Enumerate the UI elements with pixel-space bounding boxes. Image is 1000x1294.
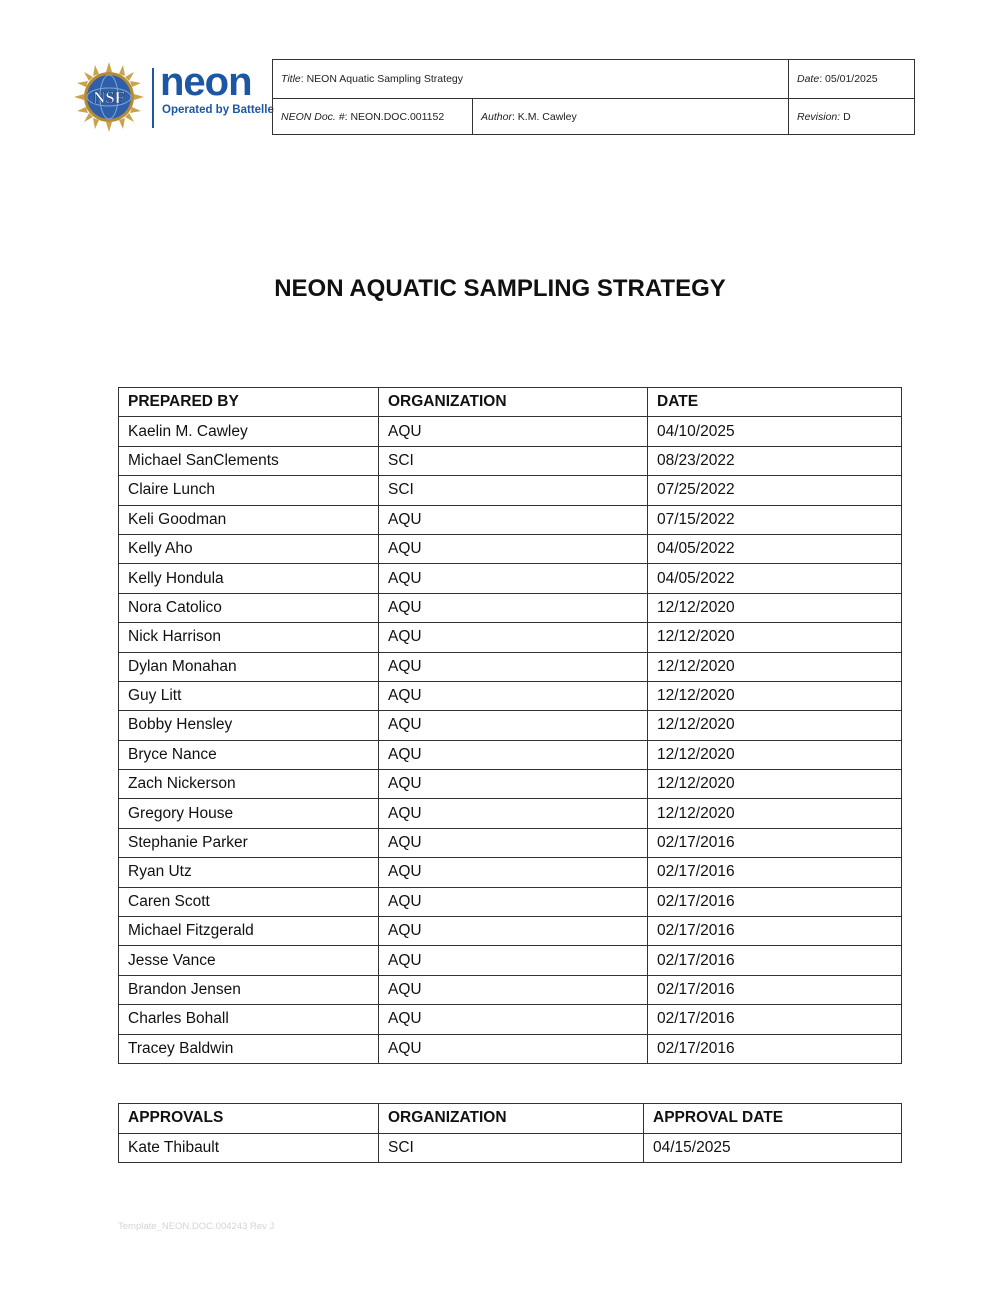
table-row <box>119 770 902 799</box>
cell-name: Kaelin M. Cawley <box>119 417 379 446</box>
table-row <box>119 917 902 946</box>
cell-name: Bobby Hensley <box>119 711 379 740</box>
table-row <box>119 828 902 857</box>
cell-date: 02/17/2016 <box>648 975 902 1004</box>
cell-organization: AQU <box>379 828 648 857</box>
cell-name: Tracey Baldwin <box>119 1034 379 1063</box>
cell-date: 12/12/2020 <box>648 770 902 799</box>
column-header-approvals: APPROVALS <box>119 1104 379 1134</box>
cell-name: Brandon Jensen <box>119 975 379 1004</box>
cell-date: 02/17/2016 <box>648 887 902 916</box>
cell-organization: AQU <box>379 623 648 652</box>
cell-organization: AQU <box>379 917 648 946</box>
cell-date: 12/12/2020 <box>648 593 902 622</box>
header-author-cell <box>473 99 789 135</box>
cell-date: 04/15/2025 <box>644 1133 902 1163</box>
cell-name: Dylan Monahan <box>119 652 379 681</box>
cell-date: 08/23/2022 <box>648 446 902 475</box>
cell-organization: AQU <box>379 417 648 446</box>
svg-text:neon: neon <box>160 62 252 102</box>
cell-date: 02/17/2016 <box>648 858 902 887</box>
cell-organization: SCI <box>379 446 648 475</box>
cell-date: 12/12/2020 <box>648 623 902 652</box>
table-row <box>119 887 902 916</box>
cell-organization: AQU <box>379 887 648 916</box>
header-revision-cell <box>789 99 915 135</box>
cell-organization: SCI <box>379 1133 644 1163</box>
approvals-body <box>119 1133 902 1163</box>
cell-organization: AQU <box>379 681 648 710</box>
cell-date: 02/17/2016 <box>648 946 902 975</box>
cell-date: 07/25/2022 <box>648 476 902 505</box>
header-author-value: : K.M. Cawley <box>511 110 577 123</box>
cell-name: Stephanie Parker <box>119 828 379 857</box>
cell-name: Bryce Nance <box>119 740 379 769</box>
cell-name: Kelly Aho <box>119 534 379 563</box>
document-header-table <box>272 59 915 135</box>
prepared-by-table <box>118 387 902 1064</box>
cell-name: Caren Scott <box>119 887 379 916</box>
table-row <box>119 623 902 652</box>
table-row <box>119 534 902 563</box>
cell-name: Keli Goodman <box>119 505 379 534</box>
table-row <box>119 446 902 475</box>
cell-name: Michael SanClements <box>119 446 379 475</box>
cell-date: 12/12/2020 <box>648 740 902 769</box>
cell-name: Michael Fitzgerald <box>119 917 379 946</box>
table-row <box>119 799 902 828</box>
cell-name: Kelly Hondula <box>119 564 379 593</box>
header-title-label: Title <box>281 73 301 85</box>
cell-name: Nora Catolico <box>119 593 379 622</box>
table-row <box>119 505 902 534</box>
table-row <box>119 564 902 593</box>
table-row <box>119 652 902 681</box>
table-row <box>119 1133 902 1163</box>
table-row <box>119 681 902 710</box>
header-author-label: Author <box>481 110 512 123</box>
cell-name: Kate Thibault <box>119 1133 379 1163</box>
header-date-label: Date <box>797 73 820 85</box>
header-title-value: : NEON Aquatic Sampling Strategy <box>300 73 463 85</box>
table-row <box>119 417 902 446</box>
table-row <box>119 476 902 505</box>
header-revision-label: Revision: <box>797 110 841 123</box>
cell-date: 12/12/2020 <box>648 711 902 740</box>
template-footer: Template_NEON.DOC.004243 Rev J <box>118 1221 275 1232</box>
header-date-cell <box>789 60 915 99</box>
operated-by-battelle: Operated by Battelle <box>162 104 274 116</box>
cell-date: 02/17/2016 <box>648 828 902 857</box>
cell-organization: AQU <box>379 1034 648 1063</box>
svg-text:NSF: NSF <box>92 88 126 107</box>
cell-organization: AQU <box>379 564 648 593</box>
cell-organization: AQU <box>379 505 648 534</box>
cell-name: Guy Litt <box>119 681 379 710</box>
cell-organization: AQU <box>379 799 648 828</box>
cell-organization: AQU <box>379 593 648 622</box>
column-header-organization: ORGANIZATION <box>379 388 648 417</box>
cell-name: Zach Nickerson <box>119 770 379 799</box>
cell-organization: SCI <box>379 476 648 505</box>
cell-name: Jesse Vance <box>119 946 379 975</box>
cell-name: Charles Bohall <box>119 1005 379 1034</box>
cell-organization: AQU <box>379 1005 648 1034</box>
approvals-table <box>118 1103 902 1163</box>
table-row <box>119 946 902 975</box>
table-row <box>119 740 902 769</box>
cell-organization: AQU <box>379 946 648 975</box>
cell-organization: AQU <box>379 652 648 681</box>
nsf-seal-icon <box>74 62 144 132</box>
cell-date: 04/10/2025 <box>648 417 902 446</box>
cell-date: 04/05/2022 <box>648 564 902 593</box>
header-doc-label: NEON Doc. # <box>281 110 345 123</box>
cell-organization: AQU <box>379 770 648 799</box>
document-title: NEON AQUATIC SAMPLING STRATEGY <box>274 275 726 302</box>
table-row <box>119 593 902 622</box>
cell-organization: AQU <box>379 858 648 887</box>
cell-organization: AQU <box>379 975 648 1004</box>
cell-date: 12/12/2020 <box>648 681 902 710</box>
cell-date: 12/12/2020 <box>648 799 902 828</box>
cell-date: 07/15/2022 <box>648 505 902 534</box>
cell-date: 02/17/2016 <box>648 1005 902 1034</box>
cell-name: Gregory House <box>119 799 379 828</box>
cell-name: Ryan Utz <box>119 858 379 887</box>
cell-date: 12/12/2020 <box>648 652 902 681</box>
header-title-cell <box>273 60 789 99</box>
cell-name: Nick Harrison <box>119 623 379 652</box>
cell-organization: AQU <box>379 534 648 563</box>
column-header-prepared-by: PREPARED BY <box>119 388 379 417</box>
table-row <box>119 711 902 740</box>
cell-organization: AQU <box>379 740 648 769</box>
header-revision-value: D <box>840 110 851 123</box>
neon-logo <box>74 60 274 134</box>
cell-date: 04/05/2022 <box>648 534 902 563</box>
table-row <box>119 1034 902 1063</box>
table-row <box>119 1005 902 1034</box>
column-header-organization: ORGANIZATION <box>379 1104 644 1134</box>
table-row <box>119 975 902 1004</box>
table-header-row <box>119 1104 902 1134</box>
cell-date: 02/17/2016 <box>648 917 902 946</box>
neon-wordmark <box>160 62 266 102</box>
header-doc-cell <box>273 99 473 135</box>
logo-divider <box>152 68 154 128</box>
table-header-row <box>119 388 902 417</box>
table-row <box>119 858 902 887</box>
header-doc-value: : NEON.DOC.001152 <box>344 110 445 123</box>
column-header-date: DATE <box>648 388 902 417</box>
prepared-by-body <box>119 417 902 1064</box>
column-header-approval-date: APPROVAL DATE <box>644 1104 902 1134</box>
cell-name: Claire Lunch <box>119 476 379 505</box>
cell-organization: AQU <box>379 711 648 740</box>
cell-date: 02/17/2016 <box>648 1034 902 1063</box>
header-date-value: : 05/01/2025 <box>819 73 878 85</box>
